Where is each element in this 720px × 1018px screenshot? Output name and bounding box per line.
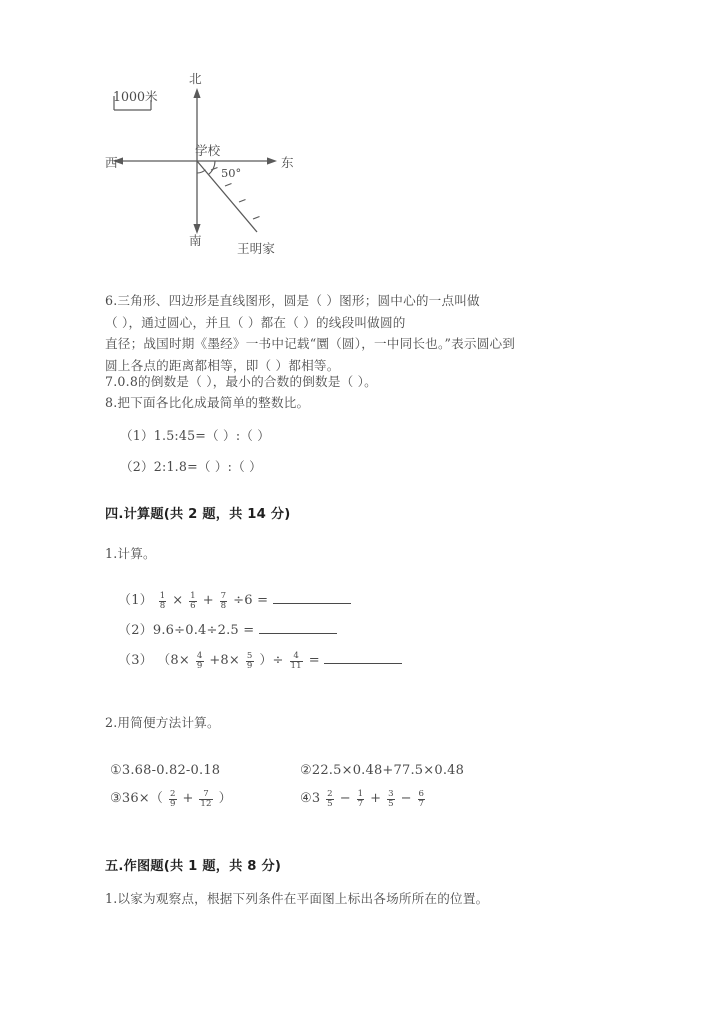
question-8-item-1 — [120, 425, 270, 447]
direction-label-south: 南 — [189, 233, 202, 248]
section-4-heading: 四.计算题(共 2 题，共 14 分) — [105, 507, 291, 522]
problem-1-item-3 — [118, 650, 402, 672]
operator-equals-1: = — [257, 593, 269, 608]
open-paren-8-times: （8× — [157, 653, 190, 668]
question-6-line-4: 圆上各点的距离都相等，即（ ）都相等。 — [105, 357, 340, 373]
operator-equals-3: = — [308, 653, 320, 668]
operator-plus-4: + — [370, 791, 382, 806]
problem-2-item-4-prefix: ④3 — [300, 791, 321, 806]
problem-1-item-1 — [118, 590, 351, 612]
fraction-seven-eighths: $\frac{7}{8}$ — [220, 590, 227, 611]
question-8-item-2 — [120, 456, 262, 478]
origin-label-school: 学校 — [195, 143, 221, 158]
problem-2-item-2 — [300, 760, 464, 782]
angle-arc-inner — [197, 170, 206, 173]
fraction-two-fifths: $\frac{2}{5}$ — [327, 788, 333, 809]
question-7-text: 7.0.8的倒数是（ ），最小的合数的倒数是（ ）。 — [105, 374, 377, 389]
direction-label-north: 北 — [189, 71, 202, 86]
problem-1-item-2-text: （2）9.6÷0.4÷2.5 = — [118, 623, 255, 638]
section-5-heading: 五.作图题(共 1 题，共 8 分) — [105, 859, 282, 874]
problem-1-item-2 — [118, 620, 337, 642]
operator-minus-1: − — [339, 791, 351, 806]
problem-2-stem — [105, 712, 220, 734]
operator-minus-2: − — [400, 791, 412, 806]
question-6-line-3: 直径；战国时期《墨经》一书中记载“圜（圆），一中同长也。”表示圆心到 — [105, 336, 516, 351]
problem-1-stem — [105, 543, 156, 565]
operator-plus-3: + — [182, 791, 194, 806]
problem-1-stem-text: 1.计算。 — [105, 546, 156, 561]
fraction-one-seventh: $\frac{1}{7}$ — [357, 788, 364, 809]
question-6-line-2: （ ），通过圆心，并且（ ）都在（ ）的线段叫做圆的 — [105, 314, 406, 330]
angle-arc — [209, 161, 216, 175]
operator-plus-8-times: +8× — [209, 653, 240, 668]
answer-blank-1[interactable] — [273, 592, 351, 604]
fraction-two-ninths: $\frac{2}{9}$ — [169, 788, 176, 809]
fraction-seven-twelfths: $\frac{7}{12}$ — [200, 788, 212, 809]
question-8-item-2-text: （2）2:1.8=（ ）:（ ） — [120, 459, 262, 474]
problem-2-item-1-text: ①3.68-0.82-0.18 — [110, 763, 221, 778]
question-6-line-1: 6.三角形、四边形是直线图形，圆是（ ）图形；圆中心的一点叫做 — [105, 293, 480, 308]
direction-label-east: 东 — [281, 155, 294, 170]
compass-direction-diagram — [105, 62, 320, 270]
question-7 — [105, 371, 625, 393]
scale-label: 1000米 — [113, 89, 158, 104]
operator-divide-six: ÷6 — [233, 593, 253, 608]
fraction-four-elevenths: $\frac{4}{11}$ — [290, 650, 302, 671]
problem-2-item-2-text: ②22.5×0.48+77.5×0.48 — [300, 763, 465, 778]
fraction-three-fifths: $\frac{3}{5}$ — [388, 788, 394, 809]
question-6 — [105, 290, 625, 376]
problem-2-item-3 — [110, 788, 232, 810]
problem-2-item-4 — [300, 788, 427, 810]
problem-2-stem-text: 2.用简便方法计算。 — [105, 715, 220, 730]
section-5-problem-1 — [105, 888, 625, 910]
fraction-five-ninths: $\frac{5}{9}$ — [246, 650, 253, 671]
angle-label: 50° — [221, 166, 242, 180]
problem-2-item-3-suffix: ） — [218, 791, 232, 806]
operator-times-1: × — [172, 593, 184, 608]
operator-plus-1: + — [202, 593, 214, 608]
fraction-six-sevenths: $\frac{6}{7}$ — [418, 788, 425, 809]
answer-blank-2[interactable] — [259, 622, 337, 634]
problem-1-item-1-label: （1） — [118, 593, 153, 608]
answer-blank-3[interactable] — [324, 652, 402, 664]
question-8-stem — [105, 392, 625, 414]
direction-label-west: 西 — [105, 155, 118, 170]
destination-label-wangming-home: 王明家 — [237, 241, 275, 256]
fraction-one-eighth: $\frac{1}{8}$ — [159, 590, 166, 611]
question-8-item-1-text: （1）1.5:45=（ ）:（ ） — [120, 428, 271, 443]
fraction-four-ninths: $\frac{4}{9}$ — [196, 650, 203, 671]
fraction-one-sixth: $\frac{1}{6}$ — [190, 590, 196, 611]
problem-2-item-1 — [110, 760, 220, 782]
question-8-stem-text: 8.把下面各比化成最简单的整数比。 — [105, 395, 310, 410]
problem-2-item-3-prefix: ③36×（ — [110, 791, 164, 806]
section-5-problem-1-text: 1.以家为观察点，根据下列条件在平面图上标出各场所所在的位置。 — [105, 891, 489, 906]
close-paren-divide: ）÷ — [259, 653, 284, 668]
problem-1-item-3-label: （3） — [118, 653, 153, 668]
